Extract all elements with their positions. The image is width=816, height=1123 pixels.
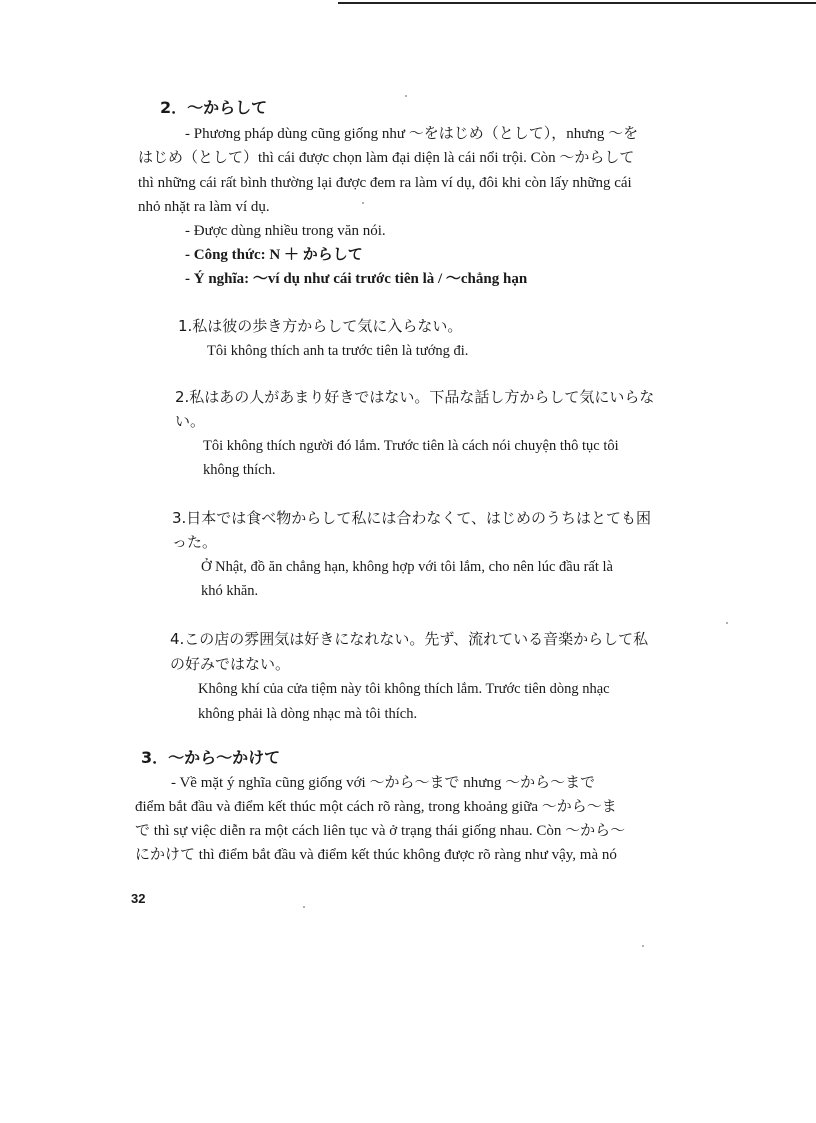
example-jp: の好みではない。 <box>170 655 291 673</box>
example-vi: Không khí của cửa tiệm này tôi không thích lắm. Trước tiên dòng nhạc <box>198 681 610 697</box>
top-border-line <box>338 2 816 4</box>
meaning-line: - Ý nghĩa: ～ví dụ như cái trước tiên là / ～chẳng hạn <box>185 271 528 287</box>
example-jp: 1.私は彼の歩き方からして気に入らない。 <box>178 317 463 335</box>
scan-speck <box>362 202 364 204</box>
scan-speck <box>405 95 407 97</box>
scan-speck <box>642 945 644 947</box>
paragraph-line: にかけて thì điểm bắt đầu và điểm kết thúc không được rõ ràng như vậy, mà nó <box>135 847 617 863</box>
example-vi: khó khăn. <box>201 583 259 599</box>
example-vi: không thích. <box>203 462 276 478</box>
paragraph-line: - Phương pháp dùng cũng giống như ～をはじめ（として），nhưng ～を <box>185 126 639 142</box>
section-heading-2: 2．～からして <box>160 98 268 117</box>
example-jp: 2.私はあの人があまり好きではない。下品な話し方からして気にいらな <box>175 388 655 406</box>
scan-speck <box>303 906 305 908</box>
paragraph-line: điểm bắt đầu và điểm kết thúc một cách rõ ràng, trong khoảng giữa ～から～ま <box>135 799 617 815</box>
page-number: 32 <box>131 891 146 906</box>
paragraph-line: thì những cái rất bình thường lại được đem ra làm ví dụ, đôi khi còn lấy những cái <box>138 175 632 191</box>
example-vi: Tôi không thích người đó lắm. Trước tiên là cách nói chuyện thô tục tôi <box>203 438 619 454</box>
example-vi: Tôi không thích anh ta trước tiên là tướng đi. <box>207 343 469 359</box>
scan-speck <box>726 622 728 624</box>
example-jp: い。 <box>175 412 206 430</box>
paragraph-line: で thì sự việc diễn ra một cách liên tục và ở trạng thái giống nhau. Còn ～から～ <box>135 823 626 839</box>
paragraph-line: はじめ（として）thì cái được chọn làm đại diện là cái nổi trội. Còn ～からして <box>138 150 635 166</box>
usage-note: - Được dùng nhiều trong văn nói. <box>185 223 386 239</box>
example-jp: 4.この店の雰囲気は好きになれない。先ず、流れている音楽からして私 <box>170 630 649 648</box>
example-jp: った。 <box>172 533 218 551</box>
paragraph-line: nhỏ nhặt ra làm ví dụ. <box>138 199 270 215</box>
section-heading-3: 3．～から～かけて <box>141 748 281 767</box>
example-vi: không phải là dòng nhạc mà tôi thích. <box>198 706 418 722</box>
example-vi: Ở Nhật, đồ ăn chẳng hạn, không hợp với tôi lắm, cho nên lúc đầu rất là <box>201 559 613 575</box>
example-jp: 3.日本では食べ物からして私には合わなくて、はじめのうちはとても困 <box>172 509 652 527</box>
paragraph-line: - Về mặt ý nghĩa cũng giống với ～から～まで nhưng ～から～まで <box>171 775 596 791</box>
formula-line: - Công thức: N ＋ からして <box>185 247 363 263</box>
